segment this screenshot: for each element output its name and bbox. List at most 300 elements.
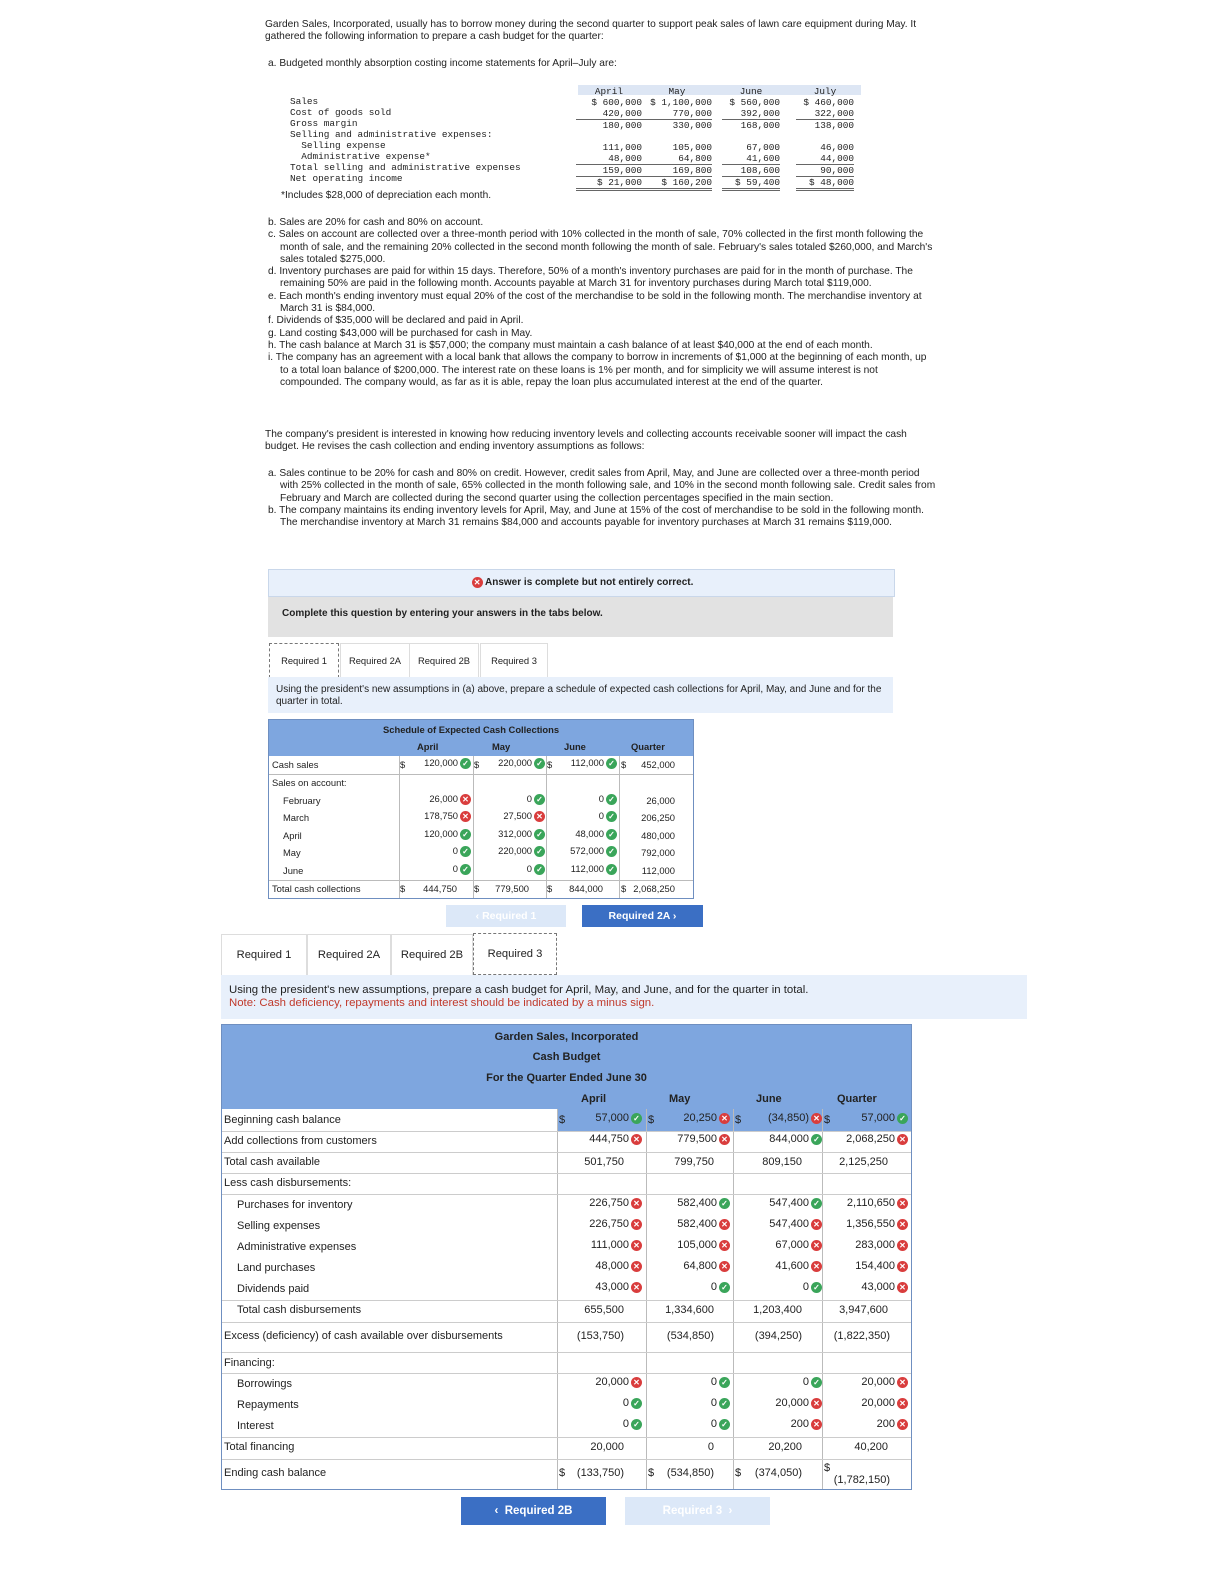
tab-required-2a[interactable]: Required 2A [340, 643, 410, 677]
correct-icon: ✓ [811, 1134, 822, 1145]
cell: 2,125,250 [839, 1156, 888, 1168]
correct-icon: ✓ [631, 1398, 642, 1409]
incorrect-icon: ✕ [631, 1282, 642, 1293]
col-june: June [756, 1093, 782, 1105]
correct-icon: ✓ [631, 1419, 642, 1430]
is-col-july [796, 86, 854, 191]
cell[interactable]: 0 ✓ [568, 1397, 642, 1409]
cell: 206,250 [641, 812, 675, 823]
correct-icon: ✓ [811, 1377, 822, 1388]
cell[interactable]: 0 ✓ [555, 793, 617, 805]
incorrect-icon: ✕ [460, 794, 471, 805]
cash-budget-table [221, 1024, 912, 1490]
cell: 3,947,600 [839, 1304, 888, 1316]
item-e: e. Each month's ending inventory must equal 20% of the cost of the merchandise to be sold in the following month. The merchandise inventory at March 31 is $84,000. [268, 290, 922, 315]
correct-icon: ✓ [606, 794, 617, 805]
req3-instruction: Using the president's new assumptions, prepare a cash budget for April, May, and June, and for the quarter in total. [229, 984, 809, 996]
complete-text: Complete this question by entering your answers in the tabs below. [282, 608, 603, 619]
incorrect-icon: ✕ [719, 1219, 730, 1230]
cell[interactable]: 178,750 ✕ [409, 810, 471, 822]
cell[interactable]: 67,000 ✕ [742, 1239, 822, 1251]
correct-icon: ✓ [631, 1113, 642, 1124]
cell[interactable]: 547,400 ✕ [742, 1218, 822, 1230]
is-val: 180,000 [576, 119, 642, 131]
cell[interactable]: 0 ✓ [568, 1418, 642, 1430]
row-label: June [283, 865, 304, 876]
correct-icon: ✓ [606, 829, 617, 840]
grid-line [222, 1322, 911, 1323]
is-col-april [576, 86, 642, 191]
cell: (133,750) [576, 1467, 624, 1479]
incorrect-icon: ✕ [631, 1219, 642, 1230]
correct-icon: ✓ [719, 1398, 730, 1409]
cell: 20,000 ✕ [826, 1376, 908, 1388]
cell: $ [824, 1114, 831, 1126]
incorrect-icon: ✕ [897, 1377, 908, 1388]
cell[interactable]: 111,000 ✕ [568, 1239, 642, 1251]
grid-line [822, 1109, 823, 1489]
row-label: Purchases for inventory [237, 1199, 353, 1211]
is-val: 44,000 [820, 153, 854, 164]
grid-line [733, 1109, 734, 1489]
row-label: Cash sales [272, 759, 319, 770]
incorrect-icon: ✕ [811, 1240, 822, 1251]
cell[interactable]: 0 ✓ [658, 1418, 730, 1430]
cell[interactable]: 112,000 ✓ [555, 863, 617, 875]
cell[interactable]: 120,000 ✓ [419, 757, 471, 769]
cell: 20,200 [768, 1441, 802, 1453]
row-label: Repayments [237, 1399, 299, 1411]
is-val: $ 48,000 [796, 176, 854, 191]
is-val: 330,000 [642, 119, 712, 131]
is-val: 159,000 [576, 164, 642, 176]
is-label: Administrative expense* [290, 151, 431, 162]
item-b: b. Sales are 20% for cash and 80% on account. [268, 217, 484, 228]
correct-icon: ✓ [811, 1198, 822, 1209]
correct-icon: ✓ [719, 1282, 730, 1293]
row-label: Total financing [224, 1441, 295, 1453]
col-may: May [669, 1093, 691, 1105]
assumption-a: a. Sales continue to be 20% for cash and 80% on credit. However, credit sales from April, May, and June are collected over a three-month period with 25% collected in the month of sale, 65% collected in the month following sale, and 10% in the second month following sale. Credit sales from February and March are collected during the second quarter using the collection percentages specified in the main section. [268, 468, 936, 504]
row-label: Total cash disbursements [237, 1304, 362, 1316]
item-i: i. The company has an agreement with a local bank that allows the company to borrow in increments of $1,000 at the beginning of each month, up to a total loan balance of $200,000. The interest rate on these loans is 1% per month, and for simplicity we will assume interest is not compounded. The company would, as far as it is able, repay the loan plus accumulated interest at the end of the quarter. [268, 352, 927, 388]
is-labels [290, 96, 521, 184]
grid-line [473, 756, 474, 898]
company-name: Garden Sales, Incorporated [494, 1031, 639, 1043]
col-may: May [492, 741, 511, 752]
prev-label: Required 1 [482, 910, 537, 922]
row-label: February [283, 795, 321, 806]
cell[interactable]: 220,000 ✓ [483, 845, 545, 857]
cell: 1,356,550 ✕ [826, 1218, 908, 1230]
cell: 809,150 [762, 1156, 802, 1168]
row-label: Land purchases [237, 1262, 316, 1274]
incorrect-icon: ✕ [719, 1134, 730, 1145]
incorrect-icon: ✕ [897, 1419, 908, 1430]
cell: 1,334,600 [665, 1304, 714, 1316]
new-assumptions [268, 468, 936, 529]
tab-required-1-lower[interactable]: Required 1 [221, 934, 307, 975]
correct-icon: ✓ [606, 846, 617, 857]
cell: 57,000 ✓ [832, 1112, 908, 1124]
cell: 43,000 ✕ [826, 1281, 908, 1293]
grid-line [646, 1109, 647, 1489]
correct-icon: ✓ [534, 758, 545, 769]
row-label: Total cash available [224, 1156, 321, 1168]
cell[interactable]: 779,500 ✕ [658, 1133, 730, 1145]
grid-line [222, 1173, 911, 1174]
cell[interactable]: 582,400 ✕ [658, 1218, 730, 1230]
incorrect-icon: ✕ [811, 1219, 822, 1230]
cell[interactable]: 20,250 ✕ [658, 1112, 730, 1124]
is-val: 169,800 [642, 164, 712, 176]
incorrect-icon: ✕ [631, 1198, 642, 1209]
correct-icon: ✓ [606, 811, 617, 822]
correct-icon: ✓ [606, 864, 617, 875]
item-g: g. Land costing $43,000 will be purchased for cash in May. [268, 327, 533, 339]
cell[interactable]: 27,500 ✕ [483, 810, 545, 822]
cell[interactable]: 41,600 ✕ [742, 1260, 822, 1272]
cell: $ [400, 759, 406, 770]
is-val: $ 21,000 [576, 176, 642, 191]
is-val: 322,000 [814, 108, 854, 119]
president-text: The company's president is interested in knowing how reducing inventory levels and collecting accounts receivable sooner will impact the cash budget. He revises the cash collection and ending inventory assumptions as follows: [265, 429, 907, 453]
correct-icon: ✓ [811, 1282, 822, 1293]
prev-label: Required 2B [504, 1505, 573, 1517]
cell[interactable]: 844,000 ✓ [742, 1133, 822, 1145]
grid-line [399, 756, 400, 898]
is-val: $ 1,100,000 [650, 97, 712, 108]
cell: 444,750 [423, 883, 457, 894]
cell: 844,000 [569, 883, 603, 894]
cell[interactable]: 43,000 ✕ [568, 1281, 642, 1293]
is-val: $ 560,000 [729, 97, 780, 108]
incorrect-icon: ✕ [534, 811, 545, 822]
is-label: Total selling and administrative expenses [290, 162, 521, 173]
row-label: Excess (deficiency) of cash available over disbursements [224, 1330, 503, 1342]
incorrect-icon: ✕ [811, 1113, 822, 1124]
cell[interactable]: 312,000 ✓ [483, 828, 545, 840]
is-val: 108,600 [722, 164, 780, 176]
is-val: 168,000 [722, 119, 780, 131]
incorrect-icon: ✕ [897, 1134, 908, 1145]
cell: 283,000 ✕ [826, 1239, 908, 1251]
cell: $ [824, 1462, 831, 1474]
row-label: Financing: [224, 1357, 275, 1369]
cell: 112,000 [641, 865, 675, 876]
col-quarter: Quarter [631, 741, 665, 752]
is-val: 67,000 [746, 142, 780, 153]
is-val: $ 160,200 [642, 176, 712, 191]
correct-icon: ✓ [460, 846, 471, 857]
row-label: Beginning cash balance [224, 1114, 341, 1126]
is-month: June [739, 86, 763, 97]
incorrect-icon: ✕ [897, 1219, 908, 1230]
cell: (1,822,350) [833, 1330, 890, 1342]
correct-icon: ✓ [460, 829, 471, 840]
grid-line [222, 1194, 911, 1195]
cell[interactable]: 105,000 ✕ [658, 1239, 730, 1251]
cell: 792,000 [641, 847, 675, 858]
cell: $ [559, 1467, 566, 1479]
cell[interactable]: 0 ✓ [483, 793, 545, 805]
incorrect-icon: ✕ [631, 1134, 642, 1145]
cell[interactable]: 200 ✕ [742, 1418, 822, 1430]
cell[interactable]: 0 ✓ [409, 863, 471, 875]
cell[interactable]: 64,800 ✕ [658, 1260, 730, 1272]
is-val: $ 59,400 [722, 176, 780, 191]
cell: 1,203,400 [753, 1304, 802, 1316]
row-label: May [283, 847, 301, 858]
col-april: April [417, 741, 439, 752]
req3-instruction-box [221, 975, 1027, 1019]
budget-title: Cash Budget [532, 1051, 601, 1063]
cell[interactable]: 48,000 ✓ [555, 828, 617, 840]
row-label: Dividends paid [237, 1283, 310, 1295]
row-label: Administrative expenses [237, 1241, 357, 1253]
tab-required-3[interactable]: Required 3 [480, 643, 548, 677]
cell[interactable]: 444,750 ✕ [568, 1133, 642, 1145]
cell: 20,000 ✕ [826, 1397, 908, 1409]
row-label: Interest [237, 1420, 274, 1432]
item-f: f. Dividends of $35,000 will be declared and paid in April. [268, 315, 524, 327]
incorrect-icon: ✕ [719, 1113, 730, 1124]
row-label: Less cash disbursements: [224, 1177, 352, 1189]
grid-line [222, 1131, 911, 1132]
cell[interactable]: 0 ✓ [742, 1376, 822, 1388]
collections-title: Schedule of Expected Cash Collections [383, 724, 560, 735]
cell[interactable]: 20,000 ✕ [568, 1376, 642, 1388]
tab-required-2a-lower[interactable]: Required 2A [307, 934, 391, 975]
cell: $ [400, 883, 406, 894]
is-label: Cost of goods sold [290, 107, 392, 118]
cell: (534,850) [666, 1330, 714, 1342]
cell: (534,850) [666, 1467, 714, 1479]
cell: 40,200 [854, 1441, 888, 1453]
is-val: 770,000 [672, 108, 712, 119]
grid-line [557, 1109, 558, 1489]
grid-line [269, 880, 693, 881]
item-d: d. Inventory purchases are paid for within 15 days. Therefore, 50% of a month's inventory purchases are paid for in the month of purchase. The remaining 50% are paid in the following month. Accounts payable at March 31 for inventory purchases during March total $119,000. [268, 266, 913, 290]
grid-line [222, 1152, 911, 1153]
cell: $ [621, 759, 627, 770]
cell: 2,110,650 ✕ [826, 1197, 908, 1209]
row-label: Borrowings [237, 1378, 293, 1390]
cell: (374,050) [754, 1467, 802, 1479]
row-label: March [283, 812, 310, 823]
incorrect-icon: ✕ [897, 1240, 908, 1251]
cell: $ [547, 759, 553, 770]
cell: 200 ✕ [826, 1418, 908, 1430]
cell[interactable]: 0 ✓ [409, 845, 471, 857]
is-label: Gross margin [290, 118, 358, 129]
intro-text: Garden Sales, Incorporated, usually has to borrow money during the second quarter to support peak sales of lawn care equipment during May. It gathered the following information to prepare a cash budget for the quarter: [265, 19, 917, 43]
cell[interactable]: 220,000 ✓ [491, 757, 545, 769]
cell: $ [547, 883, 553, 894]
cell[interactable]: 48,000 ✕ [568, 1260, 642, 1272]
cell[interactable]: 0 ✓ [483, 863, 545, 875]
is-label: Selling expense [290, 140, 386, 151]
is-val: 105,000 [672, 142, 712, 153]
next-required-2a-button[interactable]: Required 2A › [582, 905, 703, 927]
incorrect-icon: ✕ [811, 1419, 822, 1430]
cell: 799,750 [674, 1156, 714, 1168]
cell[interactable]: 226,750 ✕ [568, 1197, 642, 1209]
incorrect-icon: ✕ [631, 1261, 642, 1272]
correct-icon: ✓ [719, 1419, 730, 1430]
grid-line [269, 774, 693, 775]
is-val: 111,000 [602, 142, 642, 153]
cell: 2,068,250 [633, 883, 675, 894]
grid-line [222, 1373, 911, 1374]
cell: $ [621, 883, 627, 894]
cell[interactable]: 112,000 ✓ [565, 757, 617, 769]
answer-banner-content [269, 570, 894, 596]
item-h: h. The cash balance at March 31 is $57,000; the company must maintain a cash balance of at least $40,000 at the end of each month. [268, 339, 873, 351]
grid-line [222, 1352, 911, 1353]
correct-icon: ✓ [534, 829, 545, 840]
prev-required-1-button[interactable]: ‹ Required 1 [446, 905, 566, 927]
item-c: c. Sales on account are collected over a three-month period with 10% collected in the month of sale, 70% collected in the first month following the month of sale, and the remaining 20% collected in the second month following the month of sale. February's sales totaled $260,000, and March's sales totaled $275,000. [268, 229, 933, 265]
cell: (1,782,150) [833, 1474, 890, 1486]
cell: $ [735, 1467, 742, 1479]
cell: $ [648, 1114, 655, 1126]
items-list [268, 217, 936, 389]
footnote: *Includes $28,000 of depreciation each month. [281, 190, 492, 201]
incorrect-icon: ✕ [631, 1240, 642, 1251]
cell: $ [648, 1467, 655, 1479]
correct-icon: ✓ [460, 758, 471, 769]
incorrect-icon: ✕ [897, 1398, 908, 1409]
answer-banner-text: Answer is complete but not entirely correct. [485, 577, 694, 588]
incorrect-icon: ✕ [897, 1198, 908, 1209]
is-val: 138,000 [796, 119, 854, 131]
next-label: Required 3 [662, 1505, 723, 1517]
is-col-may [642, 86, 712, 191]
is-month: May [668, 86, 686, 97]
is-label: Sales [290, 96, 319, 107]
next-required-3-button[interactable]: Required 3 › [625, 1497, 770, 1525]
cell: 501,750 [584, 1156, 624, 1168]
row-label: Total cash collections [272, 883, 361, 894]
cell: (394,250) [754, 1330, 802, 1342]
income-statement [290, 86, 870, 196]
row-label: Selling expenses [237, 1220, 321, 1232]
incorrect-icon: ✕ [719, 1240, 730, 1251]
tab-required-2b-lower[interactable]: Required 2B [391, 934, 473, 975]
cell[interactable]: 20,000 ✕ [742, 1397, 822, 1409]
tab-required-3-lower[interactable]: Required 3 [473, 933, 557, 975]
row-label: April [283, 830, 302, 841]
grid-line [546, 756, 547, 898]
is-val: 48,000 [608, 153, 642, 164]
cell: $ [735, 1114, 742, 1126]
cell: $ [559, 1114, 566, 1126]
cell: 779,500 [495, 883, 529, 894]
incorrect-icon: ✕ [897, 1261, 908, 1272]
instruction-box [268, 597, 893, 637]
cell[interactable]: 582,400 ✓ [658, 1197, 730, 1209]
correct-icon: ✓ [534, 794, 545, 805]
row-label: Ending cash balance [224, 1467, 327, 1479]
cell[interactable]: 226,750 ✕ [568, 1218, 642, 1230]
cell[interactable]: 572,000 ✓ [555, 845, 617, 857]
is-val: $ 600,000 [591, 97, 642, 108]
collections-table [268, 719, 694, 899]
is-label: Net operating income [290, 173, 403, 184]
cell[interactable]: 120,000 ✓ [409, 828, 471, 840]
next-label: Required 2A [608, 910, 671, 922]
is-val: 46,000 [820, 142, 854, 153]
row-label: Add collections from customers [224, 1135, 377, 1147]
is-val: 64,800 [678, 153, 712, 164]
correct-icon: ✓ [719, 1377, 730, 1388]
cell[interactable]: 26,000 ✕ [409, 793, 471, 805]
cell[interactable]: 0 ✓ [742, 1281, 822, 1293]
cell: $ [474, 883, 480, 894]
is-month: April [594, 86, 624, 97]
cell[interactable]: 0 ✓ [555, 810, 617, 822]
cell: $ [474, 759, 480, 770]
cell: 655,500 [584, 1304, 624, 1316]
grid-line [619, 756, 620, 898]
correct-icon: ✓ [719, 1198, 730, 1209]
cell: (153,750) [576, 1330, 624, 1342]
incorrect-icon: ✕ [897, 1282, 908, 1293]
cell: 154,400 ✕ [826, 1260, 908, 1272]
grid-line [222, 1459, 911, 1460]
row-label: Sales on account: [272, 777, 347, 788]
cell[interactable]: 547,400 ✓ [742, 1197, 822, 1209]
incorrect-icon: ✕ [719, 1261, 730, 1272]
prev-required-2b-button[interactable]: ‹ Required 2B [461, 1497, 606, 1525]
correct-icon: ✓ [460, 864, 471, 875]
correct-icon: ✓ [897, 1113, 908, 1124]
is-col-june [722, 86, 780, 191]
incorrect-icon: ✕ [631, 1377, 642, 1388]
cell[interactable]: 0 ✓ [658, 1397, 730, 1409]
cell: 480,000 [641, 830, 675, 841]
tab-required-1[interactable]: Required 1 [269, 643, 339, 678]
col-quarter: Quarter [837, 1093, 877, 1105]
cell: 452,000 [641, 759, 675, 770]
cell[interactable]: 0 ✓ [658, 1376, 730, 1388]
col-june: June [564, 741, 586, 752]
incorrect-icon: ✕ [460, 811, 471, 822]
is-val: 392,000 [740, 108, 780, 119]
req1-instruction-box [268, 677, 893, 713]
is-val: 420,000 [602, 108, 642, 119]
col-april: April [581, 1093, 607, 1105]
is-val: 90,000 [796, 164, 854, 176]
cell[interactable]: 57,000 ✓ [568, 1112, 642, 1124]
cell[interactable]: (34,850) ✕ [742, 1112, 822, 1124]
is-val: 41,600 [746, 153, 780, 164]
cell: 26,000 [646, 795, 675, 806]
tab-required-2b[interactable]: Required 2B [409, 643, 479, 677]
correct-icon: ✓ [534, 864, 545, 875]
correct-icon: ✓ [606, 758, 617, 769]
cell[interactable]: 0 ✓ [658, 1281, 730, 1293]
answer-banner [268, 569, 895, 597]
correct-icon: ✓ [534, 846, 545, 857]
req3-note: Note: Cash deficiency, repayments and interest should be indicated by a minus sign. [229, 997, 655, 1009]
grid-line [222, 1300, 911, 1301]
incorrect-icon: ✕ [811, 1261, 822, 1272]
req1-instruction: Using the president's new assumptions in (a) above, prepare a schedule of expected cash collections for April, May, and June and for the quarter in total. [276, 684, 882, 707]
is-month: July [813, 86, 837, 97]
grid-line [222, 1437, 911, 1438]
